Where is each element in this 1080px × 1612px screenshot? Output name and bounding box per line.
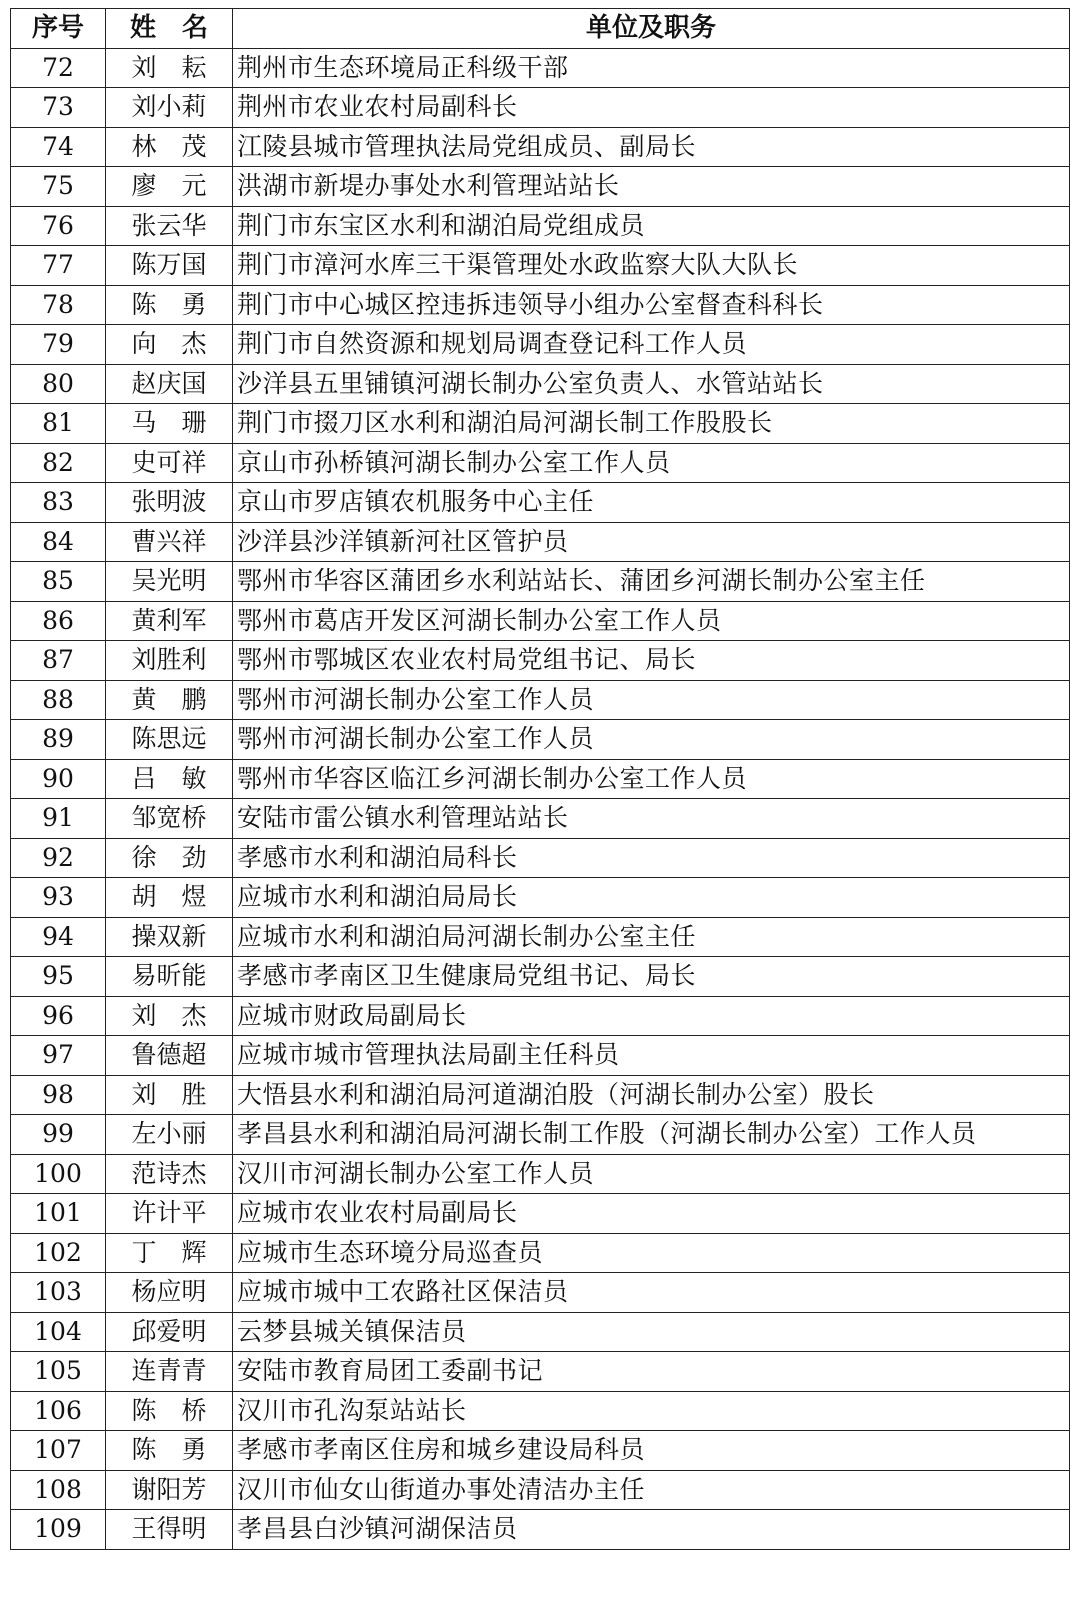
row-number: 102 (11, 1233, 106, 1273)
row-position: 应城市城市管理执法局副主任科员 (233, 1036, 1070, 1076)
row-position: 应城市水利和湖泊局河湖长制办公室主任 (233, 917, 1070, 957)
table-row (11, 522, 1070, 562)
row-number: 81 (11, 404, 106, 444)
table-row (11, 601, 1070, 641)
row-name: 张云华 (106, 206, 233, 246)
row-number: 72 (11, 48, 106, 88)
table-row (11, 838, 1070, 878)
row-name: 徐 劲 (106, 838, 233, 878)
row-name: 陈思远 (106, 720, 233, 760)
row-number: 106 (11, 1391, 106, 1431)
row-position: 荆州市生态环境局正科级干部 (233, 48, 1070, 88)
table-row (11, 404, 1070, 444)
row-number: 73 (11, 88, 106, 128)
row-position: 应城市生态环境分局巡查员 (233, 1233, 1070, 1273)
row-number: 95 (11, 957, 106, 997)
row-position: 应城市农业农村局副局长 (233, 1194, 1070, 1234)
table-header-row (11, 9, 1070, 49)
honor-list-table (10, 8, 1070, 1550)
row-position: 安陆市教育局团工委副书记 (233, 1352, 1070, 1392)
row-position: 荆州市农业农村局副科长 (233, 88, 1070, 128)
row-name: 左小丽 (106, 1115, 233, 1155)
row-position: 应城市水利和湖泊局局长 (233, 878, 1070, 918)
table-row (11, 1391, 1070, 1431)
row-name: 丁 辉 (106, 1233, 233, 1273)
row-number: 98 (11, 1075, 106, 1115)
table-row (11, 1470, 1070, 1510)
row-name: 黄利军 (106, 601, 233, 641)
row-number: 105 (11, 1352, 106, 1392)
row-name: 黄 鹏 (106, 680, 233, 720)
row-position: 京山市罗店镇农机服务中心主任 (233, 483, 1070, 523)
row-number: 92 (11, 838, 106, 878)
row-position: 荆门市掇刀区水利和湖泊局河湖长制工作股股长 (233, 404, 1070, 444)
row-name: 谢阳芳 (106, 1470, 233, 1510)
row-number: 84 (11, 522, 106, 562)
table-row (11, 285, 1070, 325)
row-number: 76 (11, 206, 106, 246)
row-name: 廖 元 (106, 167, 233, 207)
row-name: 陈 勇 (106, 1431, 233, 1471)
row-name: 杨应明 (106, 1273, 233, 1313)
table-row (11, 996, 1070, 1036)
row-number: 77 (11, 246, 106, 286)
row-number: 86 (11, 601, 106, 641)
row-number: 85 (11, 562, 106, 602)
row-number: 104 (11, 1312, 106, 1352)
table-row (11, 167, 1070, 207)
row-position: 鄂州市华容区蒲团乡水利站站长、蒲团乡河湖长制办公室主任 (233, 562, 1070, 602)
row-position: 鄂州市葛店开发区河湖长制办公室工作人员 (233, 601, 1070, 641)
table-row (11, 641, 1070, 681)
row-number: 75 (11, 167, 106, 207)
header-number: 序号 (11, 9, 106, 49)
row-name: 操双新 (106, 917, 233, 957)
row-number: 80 (11, 364, 106, 404)
row-position: 荆门市漳河水库三干渠管理处水政监察大队大队长 (233, 246, 1070, 286)
table-row (11, 1154, 1070, 1194)
table-row (11, 680, 1070, 720)
header-position: 单位及职务 (233, 9, 1070, 49)
row-number: 89 (11, 720, 106, 760)
row-position: 鄂州市河湖长制办公室工作人员 (233, 720, 1070, 760)
table-row (11, 878, 1070, 918)
row-position: 江陵县城市管理执法局党组成员、副局长 (233, 127, 1070, 167)
row-number: 93 (11, 878, 106, 918)
table-row (11, 443, 1070, 483)
table-row (11, 1273, 1070, 1313)
row-name: 赵庆国 (106, 364, 233, 404)
row-number: 107 (11, 1431, 106, 1471)
row-name: 马 珊 (106, 404, 233, 444)
row-number: 103 (11, 1273, 106, 1313)
row-position: 洪湖市新堤办事处水利管理站站长 (233, 167, 1070, 207)
row-name: 陈 勇 (106, 285, 233, 325)
table-row (11, 562, 1070, 602)
row-number: 99 (11, 1115, 106, 1155)
row-position: 沙洋县沙洋镇新河社区管护员 (233, 522, 1070, 562)
table-row (11, 246, 1070, 286)
row-name: 陈万国 (106, 246, 233, 286)
table-row (11, 957, 1070, 997)
table-row (11, 799, 1070, 839)
table-row (11, 1431, 1070, 1471)
table-row (11, 1510, 1070, 1550)
table-body (11, 48, 1070, 1549)
row-number: 96 (11, 996, 106, 1036)
row-name: 许计平 (106, 1194, 233, 1234)
row-name: 胡 煜 (106, 878, 233, 918)
row-position: 汉川市河湖长制办公室工作人员 (233, 1154, 1070, 1194)
row-position: 应城市财政局副局长 (233, 996, 1070, 1036)
row-position: 荆门市中心城区控违拆违领导小组办公室督查科科长 (233, 285, 1070, 325)
row-position: 云梦县城关镇保洁员 (233, 1312, 1070, 1352)
row-name: 邱爱明 (106, 1312, 233, 1352)
table-row (11, 1233, 1070, 1273)
table-row (11, 1075, 1070, 1115)
row-number: 90 (11, 759, 106, 799)
table-row (11, 127, 1070, 167)
row-position: 京山市孙桥镇河湖长制办公室工作人员 (233, 443, 1070, 483)
row-position: 孝感市孝南区卫生健康局党组书记、局长 (233, 957, 1070, 997)
table-row (11, 206, 1070, 246)
row-position: 荆门市东宝区水利和湖泊局党组成员 (233, 206, 1070, 246)
row-number: 101 (11, 1194, 106, 1234)
row-number: 91 (11, 799, 106, 839)
row-name: 史可祥 (106, 443, 233, 483)
row-number: 88 (11, 680, 106, 720)
table-row (11, 917, 1070, 957)
row-name: 易昕能 (106, 957, 233, 997)
table-row (11, 759, 1070, 799)
row-name: 吴光明 (106, 562, 233, 602)
row-number: 100 (11, 1154, 106, 1194)
row-number: 87 (11, 641, 106, 681)
table-row (11, 1115, 1070, 1155)
row-name: 刘 胜 (106, 1075, 233, 1115)
row-position: 安陆市雷公镇水利管理站站长 (233, 799, 1070, 839)
table-row (11, 48, 1070, 88)
table-row (11, 1312, 1070, 1352)
row-position: 应城市城中工农路社区保洁员 (233, 1273, 1070, 1313)
row-position: 孝感市水利和湖泊局科长 (233, 838, 1070, 878)
row-number: 82 (11, 443, 106, 483)
row-position: 孝感市孝南区住房和城乡建设局科员 (233, 1431, 1070, 1471)
row-name: 吕 敏 (106, 759, 233, 799)
row-position: 孝昌县水利和湖泊局河湖长制工作股（河湖长制办公室）工作人员 (233, 1115, 1070, 1155)
row-number: 79 (11, 325, 106, 365)
table-row (11, 1352, 1070, 1392)
row-name: 邹宽桥 (106, 799, 233, 839)
row-name: 向 杰 (106, 325, 233, 365)
row-position: 沙洋县五里铺镇河湖长制办公室负责人、水管站站长 (233, 364, 1070, 404)
row-name: 刘胜利 (106, 641, 233, 681)
table-row (11, 88, 1070, 128)
row-name: 范诗杰 (106, 1154, 233, 1194)
table-row (11, 1194, 1070, 1234)
row-position: 鄂州市华容区临江乡河湖长制办公室工作人员 (233, 759, 1070, 799)
row-name: 陈 桥 (106, 1391, 233, 1431)
row-number: 83 (11, 483, 106, 523)
row-position: 鄂州市河湖长制办公室工作人员 (233, 680, 1070, 720)
row-name: 曹兴祥 (106, 522, 233, 562)
row-name: 刘 耘 (106, 48, 233, 88)
header-name: 姓 名 (106, 9, 233, 49)
row-position: 荆门市自然资源和规划局调查登记科工作人员 (233, 325, 1070, 365)
row-number: 108 (11, 1470, 106, 1510)
row-number: 94 (11, 917, 106, 957)
row-name: 鲁德超 (106, 1036, 233, 1076)
table-row (11, 1036, 1070, 1076)
row-position: 大悟县水利和湖泊局河道湖泊股（河湖长制办公室）股长 (233, 1075, 1070, 1115)
row-number: 109 (11, 1510, 106, 1550)
row-number: 78 (11, 285, 106, 325)
row-position: 汉川市仙女山街道办事处清洁办主任 (233, 1470, 1070, 1510)
row-number: 74 (11, 127, 106, 167)
table-row (11, 720, 1070, 760)
row-number: 97 (11, 1036, 106, 1076)
row-name: 张明波 (106, 483, 233, 523)
table-row (11, 483, 1070, 523)
row-name: 林 茂 (106, 127, 233, 167)
row-position: 鄂州市鄂城区农业农村局党组书记、局长 (233, 641, 1070, 681)
table-row (11, 364, 1070, 404)
row-position: 孝昌县白沙镇河湖保洁员 (233, 1510, 1070, 1550)
row-name: 王得明 (106, 1510, 233, 1550)
row-position: 汉川市孔沟泵站站长 (233, 1391, 1070, 1431)
row-name: 刘 杰 (106, 996, 233, 1036)
table-row (11, 325, 1070, 365)
row-name: 连青青 (106, 1352, 233, 1392)
row-name: 刘小莉 (106, 88, 233, 128)
